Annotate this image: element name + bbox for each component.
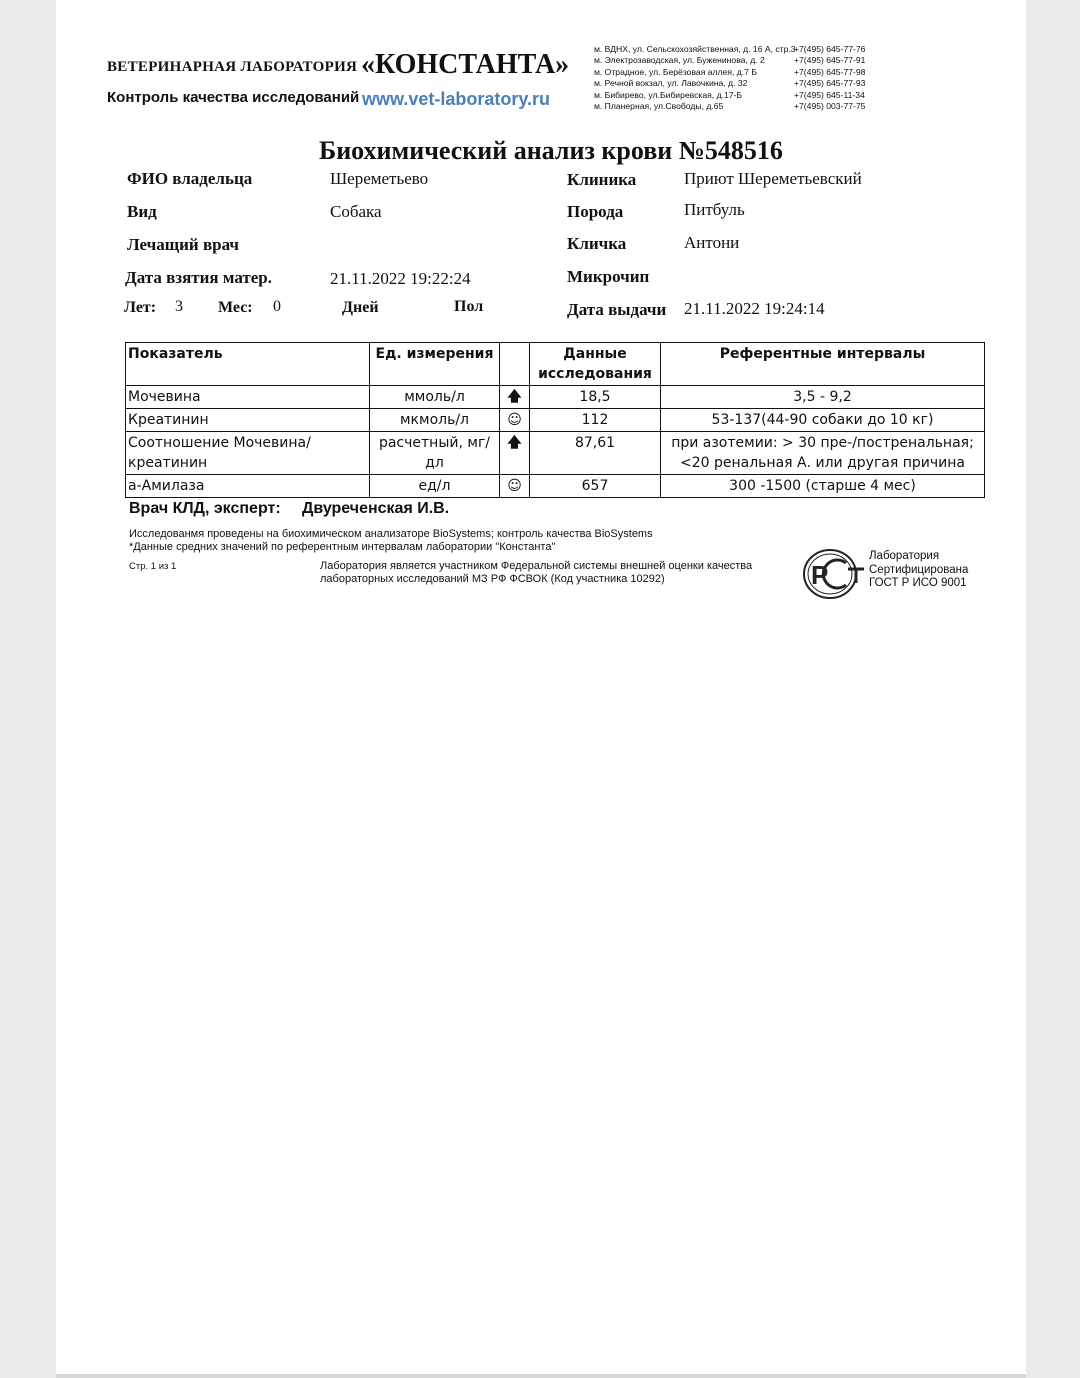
viewer-left-margin <box>0 0 56 1378</box>
vet-label: Лечащий врач <box>127 235 239 254</box>
unit-cell: ммоль/л <box>370 386 500 409</box>
indicator-cell: а-Амилаза <box>126 475 370 498</box>
cert-line: Сертифицирована <box>869 563 969 576</box>
cert-line: Лаборатория <box>869 550 940 562</box>
value-cell: 87,61 <box>530 432 661 475</box>
header-indicator: Показатель <box>126 343 370 386</box>
sample-date-value: 21.11.2022 19:22:24 <box>330 269 471 288</box>
address-text: м. Отрадное, ул. Берёзовая аллея, д.7 Б <box>594 66 757 77</box>
indicator-cell: Креатинин <box>126 409 370 432</box>
address-phone: +7(495) 645-77-91 <box>794 55 866 66</box>
table-row <box>126 386 985 409</box>
address-text: м. Планерная, ул.Свободы, д.65 <box>594 101 724 112</box>
unit-cell: расчетный, мг/дл <box>370 432 500 475</box>
address-text: м. ВДНХ, ул. Сельскохозяйственная, д. 16 А, стр.3 <box>594 44 796 54</box>
months-label: Мес: <box>218 299 253 316</box>
value-cell: 112 <box>530 409 661 432</box>
table-header-row <box>126 343 985 386</box>
address-phone: +7(495) 003-77-75 <box>794 101 866 112</box>
participant-line-2: лабораторных исследований МЗ РФ ФСВОК (Код участника 10292) <box>320 573 665 585</box>
pet-name-value: Антони <box>684 233 740 252</box>
arrow-up-icon: 🡅 <box>500 432 530 475</box>
indicator-cell: Мочевина <box>126 386 370 409</box>
reference-cell: 300 -1500 (старше 4 мес) <box>661 475 985 498</box>
address-phone: +7(495) 645-77-93 <box>794 78 866 89</box>
indicator-cell: Соотношение Мочевина/креатинин <box>126 432 370 475</box>
reference-cell: 53-137(44-90 собаки до 10 кг) <box>661 409 985 432</box>
reference-note: *Данные средних значений по референтным интервалам лаборатории "Константа" <box>129 541 556 553</box>
clinic-label: Клиника <box>567 170 637 189</box>
species-label: Вид <box>127 202 157 221</box>
results-table <box>125 342 985 498</box>
lab-website-link[interactable]: www.vet-laboratory.ru <box>362 89 551 109</box>
header-unit: Ед. измерения <box>370 343 500 386</box>
address-row <box>594 101 864 112</box>
value-cell: 18,5 <box>530 386 661 409</box>
pet-name-label: Кличка <box>567 234 627 253</box>
viewer-right-margin <box>1026 0 1080 1378</box>
address-text: м. Электрозаводская, ул. Буженинова, д. 2 <box>594 55 765 66</box>
svg-text:Р: Р <box>811 560 829 590</box>
address-text: м. Речной вокзал, ул. Лавочкина, д. 32 <box>594 78 748 89</box>
years-label: Лет: <box>124 299 157 316</box>
lab-name: «КОНСТАНТА» <box>361 49 570 80</box>
certification-text <box>869 550 968 591</box>
doctor-name: Двуреченская И.В. <box>302 500 450 517</box>
breed-label: Порода <box>567 202 624 221</box>
page-number: Стр. 1 из 1 <box>129 561 177 572</box>
value-cell: 657 <box>530 475 661 498</box>
header-flag <box>500 343 530 386</box>
lab-subtitle: Контроль качества исследований <box>107 89 360 106</box>
address-row <box>594 78 864 89</box>
reference-cell: при азотемии: > 30 пре-/постренальная; <20 ренальная А. или другая причина <box>661 432 985 475</box>
months-value: 0 <box>273 298 281 315</box>
address-row <box>594 44 864 55</box>
days-label: Дней <box>342 299 379 316</box>
address-list <box>594 44 864 112</box>
table-row <box>126 475 985 498</box>
cert-line: ГОСТ Р ИСО 9001 <box>869 577 967 589</box>
species-value: Собака <box>330 202 382 221</box>
table-row <box>126 409 985 432</box>
table-row <box>126 432 985 475</box>
address-text: м. Бибирево, ул.Бибиревская, д.17-Б <box>594 89 743 100</box>
unit-cell: мкмоль/л <box>370 409 500 432</box>
reference-cell: 3,5 - 9,2 <box>661 386 985 409</box>
rst-certification-seal <box>802 547 866 601</box>
arrow-up-icon: 🡅 <box>500 386 530 409</box>
smiley-icon: ☺ <box>500 409 530 432</box>
issue-date-label: Дата выдачи <box>567 300 667 319</box>
microchip-label: Микрочип <box>567 267 650 286</box>
header-reference: Референтные интервалы <box>661 343 985 386</box>
issue-date-value: 21.11.2022 19:24:14 <box>684 299 825 318</box>
address-phone: +7(495) 645-77-98 <box>794 66 866 77</box>
address-row <box>594 67 864 78</box>
sample-date-label: Дата взятия матер. <box>125 268 272 287</box>
address-row <box>594 55 864 66</box>
participant-line-1: Лаборатория является участником Федеральной системы внешней оценки качества <box>320 560 753 572</box>
owner-value: Шереметьево <box>330 169 429 188</box>
document-title: Биохимический анализ крови №548516 <box>319 136 783 165</box>
address-phone: +7(495) 645-11-34 <box>794 89 865 100</box>
years-value: 3 <box>175 298 183 315</box>
lab-prefix: ВЕТЕРИНАРНАЯ ЛАБОРАТОРИЯ <box>107 59 358 75</box>
address-phone: +7(495) 645-77-76 <box>794 44 866 54</box>
smiley-icon: ☺ <box>500 475 530 498</box>
doctor-label: Врач КЛД, эксперт: <box>129 500 281 517</box>
breed-value: Питбуль <box>684 200 745 219</box>
owner-label: ФИО владельца <box>127 169 253 188</box>
clinic-value: Приют Шереметьевский <box>684 169 862 188</box>
address-row <box>594 90 864 101</box>
unit-cell: ед/л <box>370 475 500 498</box>
analyzer-note: Исследованмя проведены на биохимическом анализаторе BioSystems; контроль качества BioSystems <box>129 528 653 540</box>
sex-label: Пол <box>454 298 484 315</box>
header-data: Данные исследования <box>530 343 661 386</box>
page-bottom-edge <box>56 1374 1026 1378</box>
